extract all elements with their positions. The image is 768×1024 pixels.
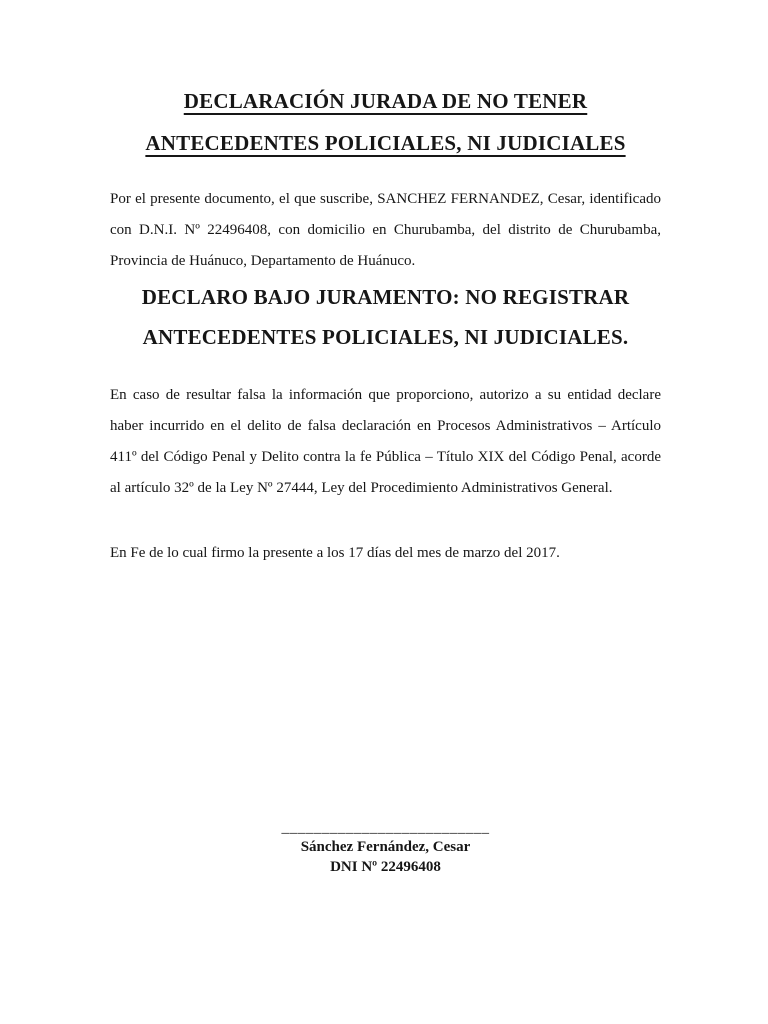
liability-paragraph: En caso de resultar falsa la información que proporciono, autorizo a su entidad declare haber incurrido en el delito de falsa declaración en Procesos Administrativos – Artículo 411º del Código Penal y Delito contra la fe Pública – Título XIX del Código Penal, acorde al artículo 32º de la Ley Nº 27444, Ley del Procedimiento Administrativos General. [110, 387, 661, 496]
signature-name: Sánchez Fernández, Cesar [300, 839, 471, 855]
document-title-line-2: ANTECEDENTES POLICIALES, NI JUDICIALES [145, 131, 626, 155]
declaration-heading [110, 277, 661, 357]
document-title-line-1: DECLARACIÓN JURADA DE NO TENER [183, 89, 588, 113]
signature-block [110, 819, 661, 877]
closing-line: En Fe de lo cual firmo la presente a los 17 días del mes de marzo del 2017. [110, 545, 560, 561]
declaration-line-1: DECLARO BAJO JURAMENTO: NO REGISTRAR [141, 285, 630, 309]
signature-rule: __________________________ [281, 820, 490, 836]
signature-dni: DNI Nº 22496408 [330, 859, 441, 875]
declaration-line-2: ANTECEDENTES POLICIALES, NI JUDICIALES. [142, 325, 629, 349]
document-title [110, 80, 661, 164]
intro-paragraph: Por el presente documento, el que suscribe, SANCHEZ FERNANDEZ, Cesar, identificado con D.N.I. Nº 22496408, con domicilio en Churubamba, del distrito de Churubamba, Provincia de Huánuco, Departamento de Huánuco. [110, 191, 661, 269]
